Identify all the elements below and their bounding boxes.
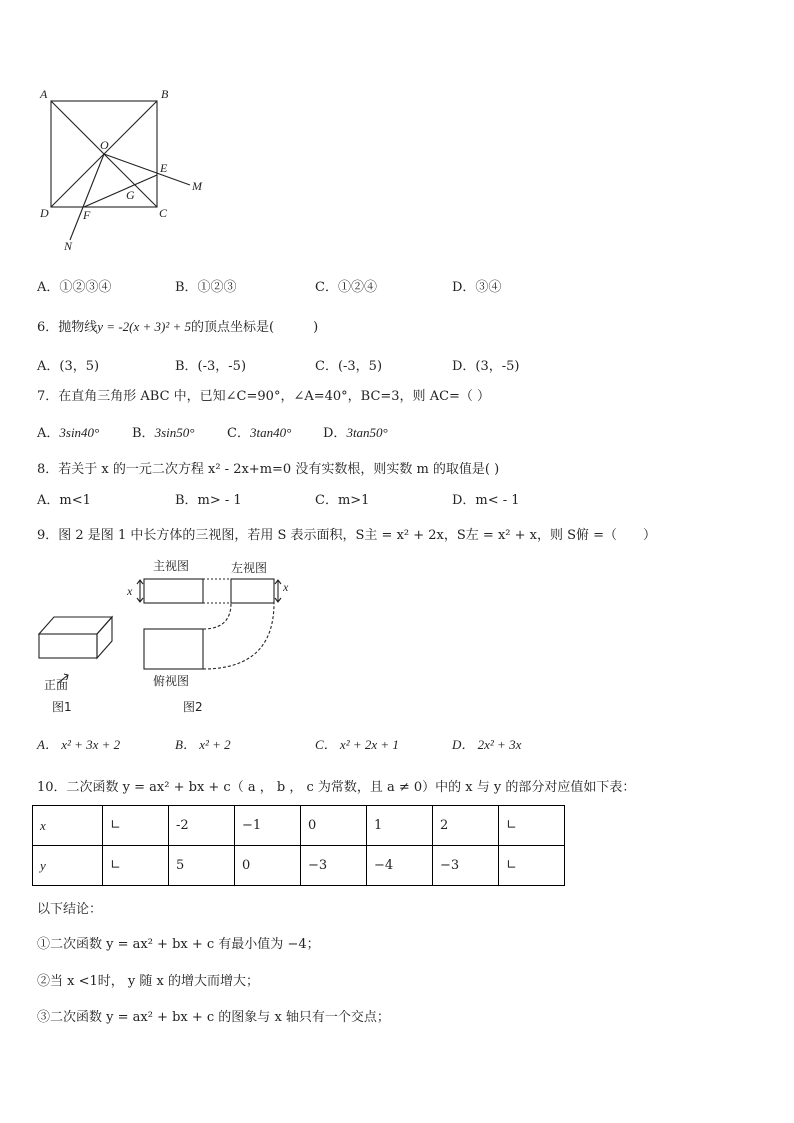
front-view-rect: [144, 579, 203, 603]
q5-option-b: B．①②③: [175, 280, 237, 295]
label-f: F: [83, 208, 91, 222]
label-b: B: [161, 87, 169, 101]
table-row: [33, 846, 565, 886]
label-m: M: [192, 179, 202, 193]
q8-option-b: B．m> - 1: [175, 493, 242, 508]
table-cell: −4: [367, 846, 433, 886]
q6-option-d: D．(3，-5): [452, 359, 520, 374]
label-o: O: [100, 138, 109, 152]
q7-option-c: C．3tan40°: [227, 425, 292, 441]
table-cell: y: [33, 846, 103, 886]
label-front-face: 正面: [44, 678, 69, 692]
q7-option-b: B．3sin50°: [132, 425, 195, 441]
label-n: N: [64, 239, 73, 253]
q6-option-a: A．(3，5): [37, 359, 100, 374]
label-fig2: 图2: [183, 700, 203, 714]
ray-on: [70, 154, 104, 240]
q6-formula: y = -2(x + 3)² + 5: [97, 319, 192, 334]
box-front-face: [39, 634, 97, 658]
q9-option-b: B． x² + 2: [175, 737, 231, 752]
table-cell: −1: [235, 806, 301, 846]
q8-option-d: D．m< - 1: [452, 493, 520, 508]
ray-om: [104, 154, 190, 185]
table-cell: ∟: [103, 846, 169, 886]
table-cell: ∟: [499, 846, 565, 886]
table-cell: 1: [367, 806, 433, 846]
box-side-face: [97, 617, 112, 658]
q6-stem: 6．抛物线y = -2(x + 3)² + 5的顶点坐标是( ): [37, 319, 319, 335]
q5-option-c: C．①②④: [315, 280, 377, 295]
table-row: [33, 806, 565, 846]
q7-stem: 7．在直角三角形 ABC 中，已知∠C=90°，∠A=40°，BC=3，则 AC=（ ）: [37, 389, 491, 404]
q8-stem: 8．若关于 x 的一元二次方程 x² - 2x+m=0 没有实数根，则实数 m 的取值是( ): [37, 462, 500, 477]
label-fig1: 图1: [52, 700, 72, 714]
label-x-left: x: [283, 580, 289, 594]
label-a: A: [40, 87, 48, 101]
table-cell: -2: [169, 806, 235, 846]
conclusions-title: 以下结论：: [37, 902, 103, 917]
table-cell: 0: [235, 846, 301, 886]
q9-option-d: D． 2x² + 3x: [452, 737, 522, 752]
q9-option-a: A． x² + 3x + 2: [37, 737, 121, 752]
table-cell: −3: [433, 846, 499, 886]
table-cell: ∟: [103, 806, 169, 846]
q5-option-d: D．③④: [452, 280, 502, 295]
label-x-front: x: [127, 584, 133, 598]
table-cell: −3: [301, 846, 367, 886]
box-top-face: [39, 617, 112, 634]
table-cell: 5: [169, 846, 235, 886]
table-cell: x: [33, 806, 103, 846]
three-view-figure: [30, 553, 300, 718]
q7-option-a: A．3sin40°: [37, 425, 100, 441]
q7-option-d: D．3tan50°: [323, 425, 388, 441]
conclusion-1: ①二次函数 y = ax² + bx + c 有最小值为 −4；: [37, 937, 320, 952]
label-left-view: 左视图: [231, 561, 268, 575]
q8-option-c: C．m>1: [315, 493, 370, 508]
q6-option-c: C．(-3，5): [315, 359, 383, 374]
label-c: C: [159, 206, 168, 220]
q9-stem: 9．图 2 是图 1 中长方体的三视图，若用 S 表示面积，S主 = x² + 2x，S左 = x² + x，则 S俯 =（ ）: [37, 528, 657, 543]
q10-stem: 10．二次函数 y = ax² + bx + c（ a ， b ， c 为常数，且 a ≠ 0）中的 x 与 y 的部分对应值如下表：: [37, 780, 636, 795]
label-e: E: [160, 161, 168, 175]
top-view-rect: [144, 629, 203, 669]
table-cell: ∟: [499, 806, 565, 846]
q5-option-a: A．①②③④: [37, 280, 112, 295]
segment-fe: [84, 175, 157, 207]
label-front-view: 主视图: [153, 559, 190, 573]
label-d: D: [40, 206, 49, 220]
value-table: [32, 805, 565, 886]
table-cell: 0: [301, 806, 367, 846]
conclusion-3: ③二次函数 y = ax² + bx + c 的图象与 x 轴只有一个交点；: [37, 1010, 390, 1025]
q6-option-b: B．(-3，-5): [175, 359, 247, 374]
q9-option-c: C． x² + 2x + 1: [315, 737, 399, 752]
table-cell: 2: [433, 806, 499, 846]
square-figure: [30, 80, 220, 255]
label-g: G: [126, 188, 135, 202]
q8-option-a: A．m<1: [37, 493, 91, 508]
left-view-rect: [231, 579, 274, 603]
label-top-view: 俯视图: [153, 674, 190, 688]
conclusion-2: ②当 x <1时， y 随 x 的增大而增大；: [37, 974, 259, 989]
